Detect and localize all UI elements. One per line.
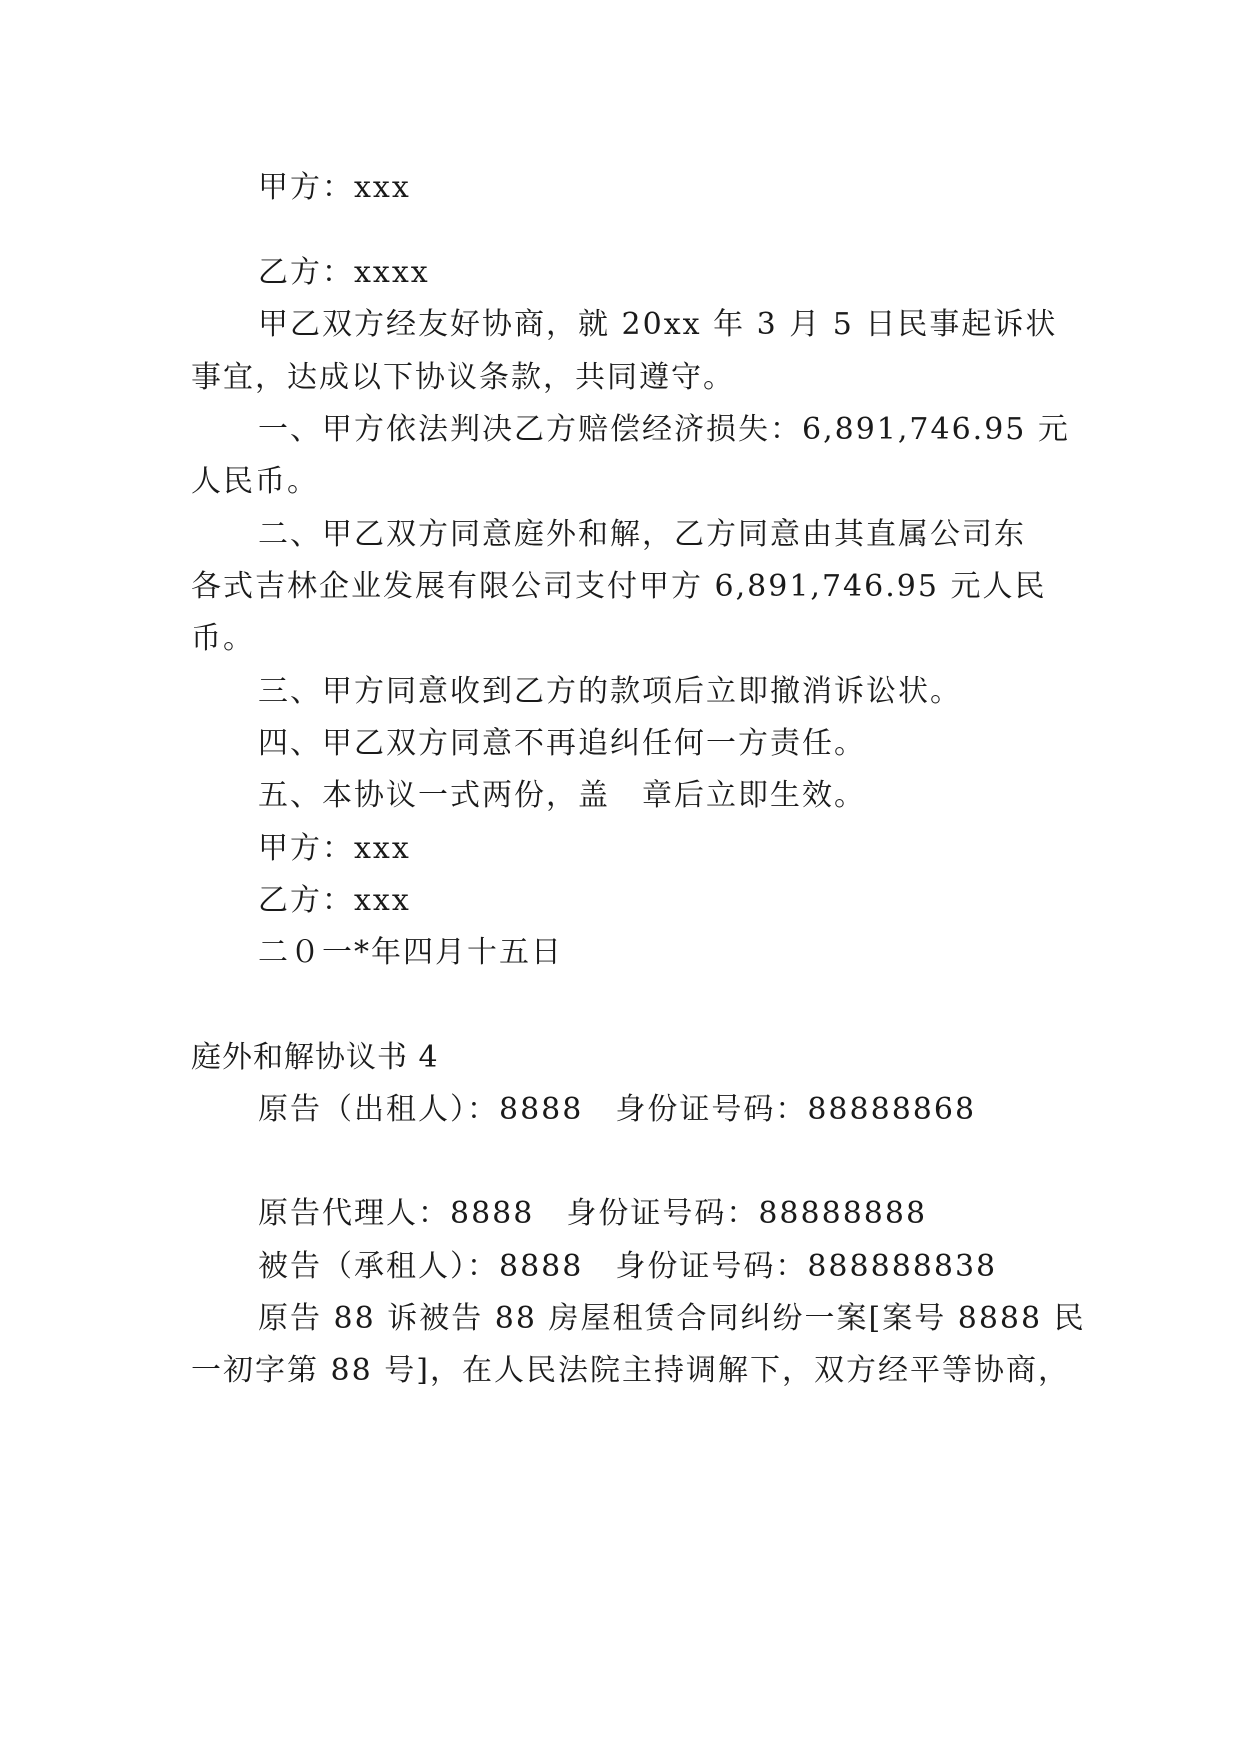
date-line: 二０一*年四月十五日	[258, 935, 563, 970]
clause-5-line: 五、本协议一式两份，盖 章后立即生效。	[258, 778, 866, 813]
section-heading: 庭外和解协议书 4	[191, 1040, 439, 1075]
clause-4-line: 四、甲乙双方同意不再追纠任何一方责任。	[258, 726, 866, 761]
paragraph-line: 事宜，达成以下协议条款，共同遵守。	[191, 360, 735, 395]
signature-party-a: 甲方：xxx	[258, 831, 411, 866]
plaintiff-line: 原告（出租人）：8888 身份证号码：88888868	[258, 1092, 977, 1127]
clause-2-line: 二、甲乙双方同意庭外和解，乙方同意由其直属公司东	[258, 517, 1026, 552]
case-paragraph-line: 一初字第 88 号]，在人民法院主持调解下，双方经平等协商，	[191, 1353, 1070, 1388]
case-paragraph-line: 原告 88 诉被告 88 房屋租赁合同纠纷一案[案号 8888 民	[258, 1301, 1086, 1336]
clause-3-line: 三、甲方同意收到乙方的款项后立即撤消诉讼状。	[258, 674, 962, 709]
clause-1-line: 一、甲方依法判决乙方赔偿经济损失：6,891,746.95 元	[258, 412, 1070, 447]
clause-2-cont: 各式吉林企业发展有限公司支付甲方 6,891,746.95 元人民	[191, 569, 1047, 604]
party-b-line: 乙方：xxxx	[258, 255, 430, 290]
signature-party-b: 乙方：xxx	[258, 883, 411, 918]
defendant-line: 被告（承租人）：8888 身份证号码：888888838	[258, 1249, 998, 1284]
party-a-line: 甲方：xxx	[258, 170, 411, 205]
clause-1-cont: 人民币。	[191, 464, 319, 499]
paragraph-line: 甲乙双方经友好协商，就 20xx 年 3 月 5 日民事起诉状	[258, 307, 1058, 342]
clause-2-cont: 币。	[191, 621, 255, 656]
plaintiff-agent-line: 原告代理人：8888 身份证号码：88888888	[258, 1196, 928, 1231]
